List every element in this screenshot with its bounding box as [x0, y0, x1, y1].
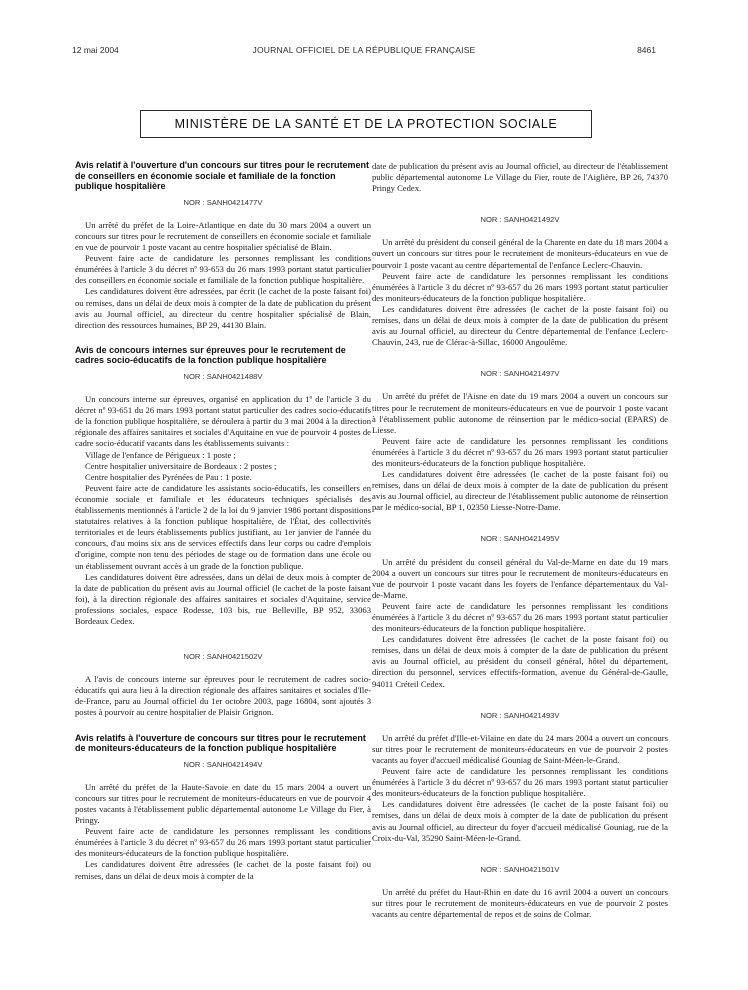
notice-title: Avis de concours internes sur épreuves pour le recrutement de cadres socio-éducatifs de la fonction publique hospitalière [75, 344, 346, 366]
paragraph: Peuvent faire acte de candidature les personnes remplissant les conditions énumérées à l'article 3 du décret nº 93-657 du 26 mars 1993 portant statut particulier des moniteurs-éducateurs de la fonction publique hospitalière. [372, 766, 668, 799]
paragraph: Peuvent faire acte de candidature les personnes remplissant les conditions énumérées à l'article 3 du décret nº 93-653 du 26 mars 1993 portant statut particulier des conseillers en économie sociale et familiale de la fonction publique hospitalière. [75, 253, 371, 286]
paragraph: A l'avis de concours interne sur épreuves pour le recrutement de cadres socio-éducatifs qui aura lieu à la direction régionale des affaires sanitaires et sociales d'Ile-de-France, paru au Journal officiel du 1er octobre 2003, page 16804, sont ajoutés 3 postes à pourvoir au centre hospitalier de Plaisir Grignon. [75, 674, 371, 718]
paragraph: Un arrêté du président du conseil général de la Charente en date du 18 mars 2004 a ouvert un concours sur titres pour le recrutement de moniteurs-éducateurs en vue de pourvoir 1 poste vacant au centre départemental de l'enfance Leclerc-Chauvin. [372, 237, 668, 270]
list-item: Centre hospitalier universitaire de Bordeaux : 2 postes ; [85, 460, 277, 471]
paragraph: Un arrêté du préfet d'Ille-et-Vilaine en date du 24 mars 2004 a ouvert un concours sur titres pour le recrutement de moniteurs-éducateurs en vue de pourvoir 2 postes vacants au foyer d'accueil médicalisé Gouniag de Saint-Méen-le-Grand. [372, 732, 668, 765]
paragraph: Un concours interne sur épreuves, organisé en application du 1º de l'article 3 du décret nº 93-651 du 26 mars 1993 portant statut particulier des cadres socio-éducatifs de la fonction publique hospitalière, se déroulera à partir du 3 mai 2004 à la direction régionale des affaires sanitaires et sociales d'Aquitaine en vue de pourvoir 4 postes de cadre socio-éducatif vacants dans les établissements suivants : [75, 394, 371, 449]
nor-reference: NOR : SANH0421492V [480, 215, 560, 225]
paragraph: Un arrêté du préfet de la Haute-Savoie en date du 15 mars 2004 a ouvert un concours sur titres pour le recrutement de moniteurs-éducateurs en vue de pourvoir 4 postes vacants à l'établissement public départemental autonome Le Village du Fier, à Pringy. [75, 781, 371, 826]
paragraph: Un arrêté du préfet de la Loire-Atlantique en date du 30 mars 2004 a ouvert un concours sur titres pour le recrutement de conseillers en économie sociale et familiale en vue de pourvoir 1 poste vacant au centre hospitalier spécialisé de Blain. [75, 219, 371, 253]
page-number: 8461 [637, 45, 656, 55]
paragraph: Les candidatures doivent être adressées (le cachet de la poste faisant foi) ou remises, dans un délai de deux mois à compter de la [75, 859, 371, 881]
paragraph: Un arrêté du préfet de l'Aisne en date du 19 mars 2004 a ouvert un concours sur titres pour le recrutement de moniteurs-éducateurs en vue de pourvoir 1 poste vacant à l'établissement public autonome de réinsertion par le médico-social (EPARS) de Liesse. [372, 391, 668, 435]
paragraph: Peuvent faire acte de candidature les personnes remplissant les conditions énumérées à l'article 3 du décret nº 93-657 du 26 mars 1993 portant statut particulier des moniteurs-éducateurs de la fonction publique hospitalière. [372, 270, 668, 303]
paragraph: Les candidatures doivent être adressées, dans un délai de deux mois à compter de la date de publication du présent avis au Journal officiel (le cachet de la poste faisant foi), à la direction régionale des affaires sanitaires et sociales d'Aquitaine, service professions sociales, espace Rodesse, 103 bis, rue Belleville, BP 952, 33063 Bordeaux Cedex. [75, 571, 371, 626]
paragraph: Les candidatures doivent être adressées (le cachet de la poste faisant foi) ou remises, dans un délai de deux mois à compter de la date de publication du présent avis au Journal officiel, au directeur du Centre départemental de l'enfance Leclerc-Chauvin, 243, rue de Clérac-à-Sillac, 16000 Angoulême. [372, 303, 668, 348]
nor-reference: NOR : SANH0421477V [183, 197, 263, 207]
paragraph: Les candidatures doivent être adressées (le cachet de la poste faisant foi) ou remises, dans un délai de deux mois à compter de la date de publication du présent avis au Journal officiel, au directeur de l'établissement public autonome de réinsertion par le médico-social, BP 1, 02350 Liesse-Notre-Dame. [372, 469, 668, 513]
nor-reference: NOR : SANH0421502V [183, 652, 263, 662]
paragraph: Peuvent faire acte de candidature les assistants socio-éducatifs, les conseillers en économie sociale et familiale et les éducateurs techniques spécialisés des établissements mentionnés à l'article 2 de la loi du 9 janvier 1986 portant dispositions statutaires relatives à la fonction publique hospitalière, de l'État, des collectivités territoriales et de leurs établissements publics justifiant, au 1er janvier de l'année du concours, d'au moins six ans de services effectifs dans leur corps ou cadre d'emplois d'origine, compte non tenu des périodes de stage ou de formation dans une école ou un établissement ouvrant accès à un grade de la fonction publique. [75, 482, 371, 571]
ministry-heading: MINISTÈRE DE LA SANTÉ ET DE LA PROTECTION SOCIALE [140, 110, 592, 138]
paragraph: Un arrêté du préfet du Haut-Rhin en date du 16 avril 2004 a ouvert un concours sur titres pour le recrutement de moniteurs-éducateurs en vue de pourvoir 2 postes vacants au centre départemental de repos et de soins de Colmar. [372, 886, 668, 919]
notice-title: Avis relatif à l'ouverture d'un concours sur titres pour le recrutement de conseillers en économie sociale et familiale de la fonction publique hospitalière [75, 160, 370, 192]
paragraph: Les candidatures doivent être adressées (le cachet de la poste faisant foi) ou remises, dans un délai de deux mois à compter de la date de publication du présent avis au Journal officiel, au président du conseil général, hôtel du département, direction du personnel, services effectifs-formation, avenue du Général-de-Gaulle, 94011 Créteil Cedex. [372, 634, 668, 689]
paragraph: Les candidatures doivent être adressées (le cachet de la poste faisant foi) ou remises, dans un délai de deux mois à compter de la date de publication du présent avis au Journal officiel, au directeur du foyer d'accueil médicalisé Gouniag, rue de la Croix-du-Val, 35290 Saint-Méen-le-Grand. [372, 799, 668, 843]
nor-reference: NOR : SANH0421494V [183, 759, 263, 769]
continuation-paragraph: date de publication du présent avis au Journal officiel, au directeur de l'établissement public départemental autonome Le Village du Fier, route de l'Aiglière, BP 26, 74370 Pringy Cedex. [372, 161, 668, 194]
nor-reference: NOR : SANH0421495V [480, 534, 560, 544]
notice-title: Avis relatifs à l'ouverture de concours sur titres pour le recrutement de moniteurs-éducateurs de la fonction publique hospitalière [75, 732, 366, 754]
paragraph: Peuvent faire acte de candidature les personnes remplissant les conditions énumérées à l'article 3 du décret nº 93-657 du 26 mars 1993 portant statut particulier des moniteurs-éducateurs de la fonction publique hospitalière. [372, 600, 668, 634]
nor-reference: NOR : SANH0421501V [480, 864, 560, 874]
paragraph: Les candidatures doivent être adressées, par écrit (le cachet de la poste faisant foi) ou remises, dans un délai de deux mois à compter de la date de publication du présent avis au Journal officiel, au directeur du centre hospitalier spécialisé de Blain, direction des ressources humaines, BP 29, 44130 Blain. [75, 286, 371, 330]
left-column [75, 160, 371, 972]
paragraph: Peuvent faire acte de candidature les personnes remplissant les conditions énumérées à l'article 3 du décret nº 93-657 du 26 mars 1993 portant statut particulier des moniteurs-éducateurs de la fonction publique hospitalière. [75, 826, 371, 859]
journal-title: JOURNAL OFFICIEL DE LA RÉPUBLIQUE FRANÇAISE [252, 45, 476, 55]
nor-reference: NOR : SANH0421488V [183, 372, 263, 381]
issue-date: 12 mai 2004 [72, 45, 119, 55]
nor-reference: NOR : SANH0421497V [480, 369, 560, 379]
paragraph: Un arrêté du président du conseil général du Val-de-Marne en date du 19 mars 2004 a ouvert un concours sur titres pour le recrutement de moniteurs-éducateurs en vue de pourvoir 1 poste vacant dans les foyers de l'enfance départementaux du Val-de-Marne. [372, 556, 668, 600]
nor-reference: NOR : SANH0421493V [480, 710, 560, 720]
paragraph: Peuvent faire acte de candidature les personnes remplissant les conditions énumérées à l'article 3 du décret nº 93-657 du 26 mars 1993 portant statut particulier des moniteurs-éducateurs de la fonction publique hospitalière. [372, 435, 668, 468]
running-header [72, 45, 656, 59]
right-column [372, 161, 668, 973]
list-item: Centre hospitalier des Pyrénées de Pau : 1 poste. [85, 471, 252, 482]
list-item: Village de l'enfance de Périgueux : 1 poste ; [85, 449, 236, 460]
